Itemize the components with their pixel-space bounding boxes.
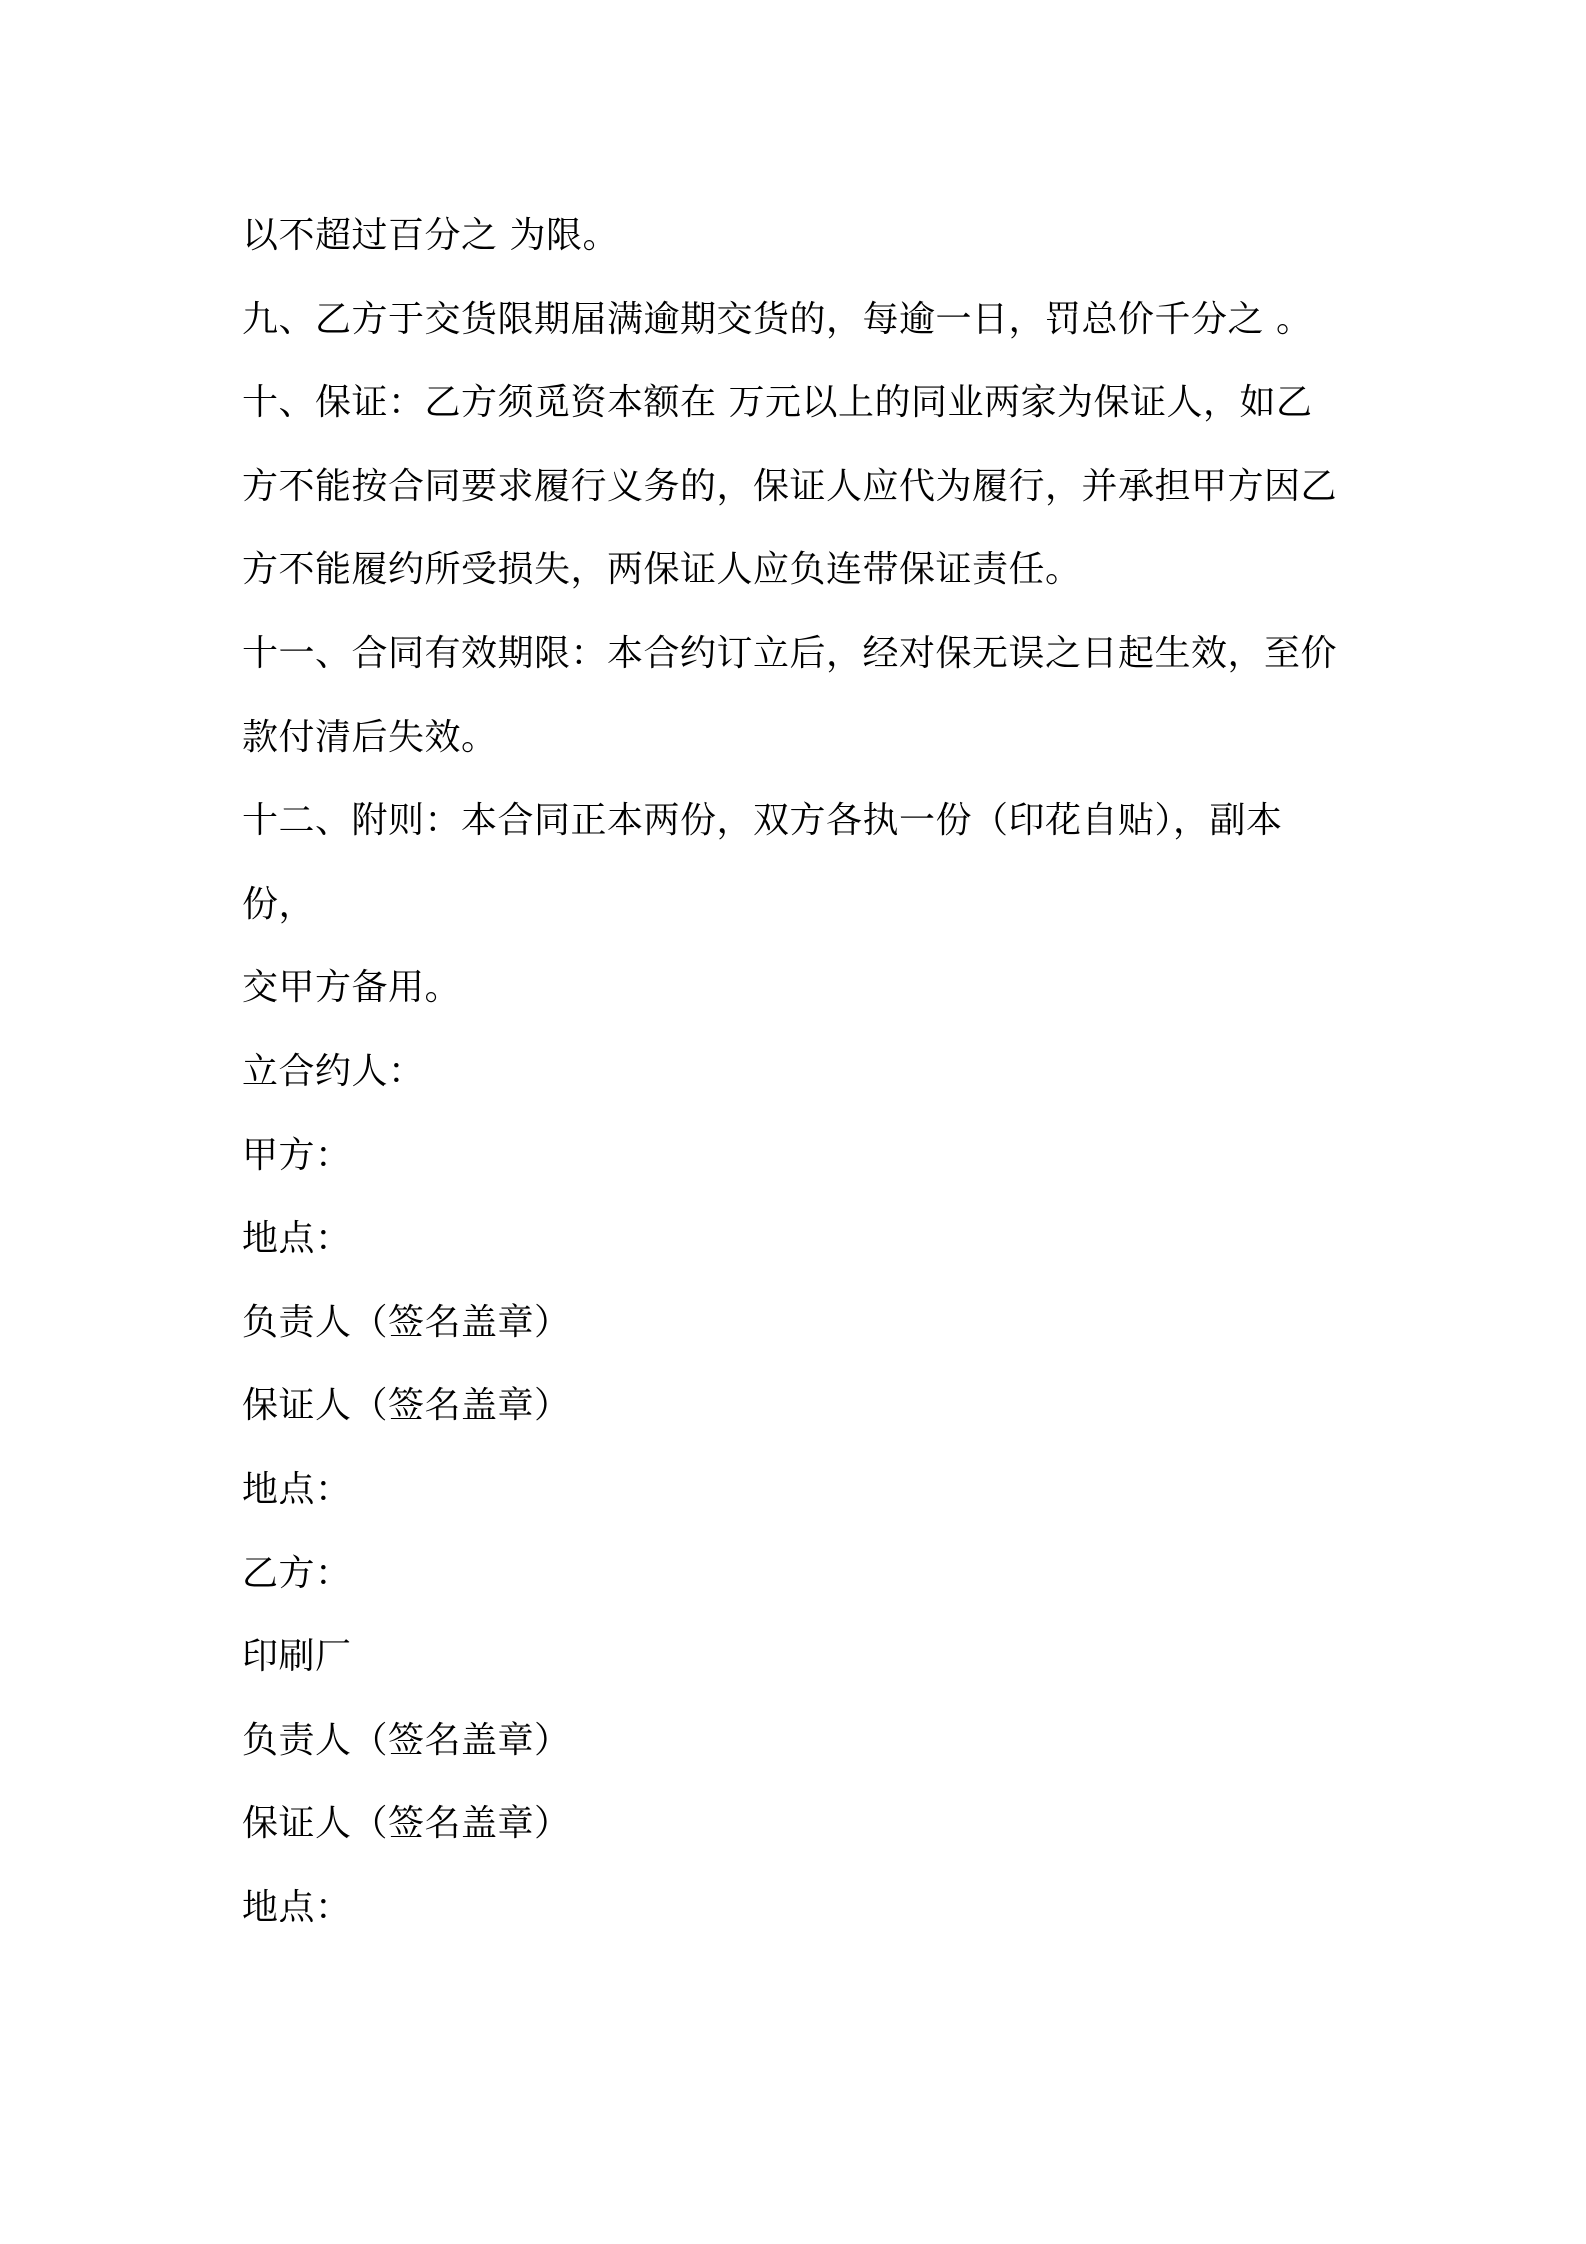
party-a-guarantor-location: 地点： <box>242 1468 352 1510</box>
party-b-label: 乙方： <box>242 1552 352 1594</box>
clause-12-line-2: 交甲方备用。 <box>242 967 462 1009</box>
clause-11-line-1: 十一、合同有效期限：本合约订立后，经对保无误之日起生效，至价 <box>242 632 1338 674</box>
clause-10-line-1: 十、保证：乙方须觅资本额在 万元以上的同业两家为保证人，如乙 <box>242 382 1313 424</box>
party-b-responsible-signature: 负责人（签名盖章） <box>242 1719 571 1761</box>
clause-12-line-1: 十二、附则：本合同正本两份，双方各执一份（印花自贴），副本 份， <box>242 800 1295 925</box>
party-a-label: 甲方： <box>242 1134 352 1176</box>
clause-10-line-2: 方不能按合同要求履行义务的，保证人应代为履行，并承担甲方因乙 <box>242 465 1338 507</box>
clause-11-line-2: 款付清后失效。 <box>242 716 498 758</box>
party-b-factory: 印刷厂 <box>242 1636 352 1678</box>
party-a-guarantor-signature: 保证人（签名盖章） <box>242 1385 571 1427</box>
signatories-label: 立合约人： <box>242 1050 425 1092</box>
contract-body <box>242 194 1362 1949</box>
party-b-guarantor-signature: 保证人（签名盖章） <box>242 1803 571 1845</box>
clause-8-tail: 以不超过百分之 为限。 <box>242 215 619 256</box>
clause-9: 九、乙方于交货限期届满逾期交货的，每逾一日，罚总价千分之 。 <box>242 298 1313 340</box>
party-b-guarantor-location: 地点： <box>242 1886 352 1928</box>
clause-10-line-3: 方不能履约所受损失，两保证人应负连带保证责任。 <box>242 549 1082 591</box>
party-a-responsible-signature: 负责人（签名盖章） <box>242 1301 571 1343</box>
party-a-location: 地点： <box>242 1218 352 1260</box>
